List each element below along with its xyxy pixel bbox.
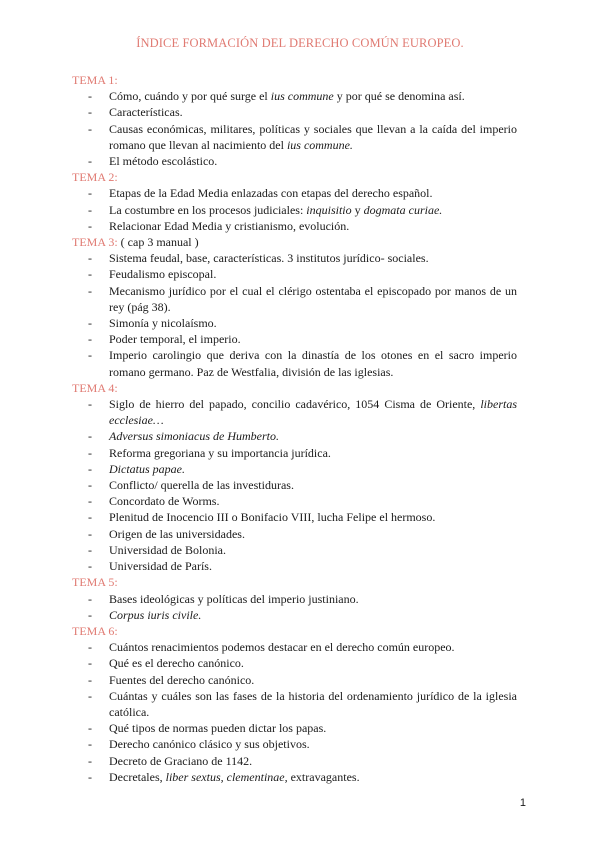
italic-text: inquisitio: [306, 202, 352, 217]
list-item: [72, 283, 517, 315]
item-text: Conflicto/ querella de las investiduras.: [109, 478, 294, 493]
dash-bullet: -: [88, 397, 92, 412]
tema-heading-label: TEMA 2:: [72, 170, 118, 185]
dash-bullet: -: [88, 154, 92, 169]
list-item: [72, 250, 517, 266]
tema-section: [72, 380, 517, 574]
tema-item-list: [72, 185, 517, 234]
dash-bullet: -: [88, 186, 92, 201]
item-text: Imperio carolingio que deriva con la dinastía de los otones en el sacro imperio romano germano. Paz de Westfalia, división de las iglesias.: [109, 348, 517, 379]
list-item: [72, 736, 517, 752]
list-item: [72, 769, 517, 785]
list-item: [72, 202, 517, 218]
dash-bullet: -: [88, 737, 92, 752]
item-text: Etapas de la Edad Media enlazadas con etapas del derecho español.: [109, 186, 433, 201]
item-text: Universidad de París.: [109, 559, 212, 574]
tema-section: [72, 72, 517, 169]
list-item: [72, 720, 517, 736]
list-item: [72, 445, 517, 461]
dash-bullet: -: [88, 494, 92, 509]
dash-bullet: -: [88, 542, 92, 557]
tema-heading: [72, 234, 517, 250]
list-item: [72, 218, 517, 234]
italic-text: ius commune: [270, 89, 334, 104]
tema-section: [72, 574, 517, 623]
tema-heading-label: TEMA 4:: [72, 380, 118, 395]
item-text: La costumbre en los procesos judiciales:: [109, 202, 307, 217]
item-text: Relacionar Edad Media y cristianismo, evolución.: [109, 218, 350, 233]
tema-heading-label: TEMA 6:: [72, 623, 118, 638]
list-item: [72, 153, 517, 169]
dash-bullet: -: [88, 445, 92, 460]
item-text: Sistema feudal, base, características. 3 institutos jurídico- sociales.: [109, 251, 429, 266]
list-item: [72, 315, 517, 331]
dash-bullet: -: [88, 510, 92, 525]
document-title: ÍNDICE FORMACIÓN DEL DERECHO COMÚN EUROPEO.: [136, 36, 464, 50]
item-text: Cómo, cuándo y por qué surge el: [109, 89, 271, 104]
tema-section: [72, 169, 517, 234]
dash-bullet: -: [88, 202, 92, 217]
list-item: [72, 121, 517, 153]
dash-bullet: -: [88, 218, 92, 233]
tema-item-list: [72, 639, 517, 785]
item-text: Mecanismo jurídico por el cual el clérigo ostentaba el episcopado por manos de un rey (pág 38).: [109, 283, 517, 314]
document-body: [72, 72, 517, 785]
item-text: Feudalismo episcopal.: [109, 267, 217, 282]
list-item: [72, 347, 517, 379]
dash-bullet: -: [88, 607, 92, 622]
list-item: [72, 607, 517, 623]
list-item: [72, 266, 517, 282]
list-item: [72, 753, 517, 769]
item-text: Qué tipos de normas pueden dictar los papas.: [109, 721, 327, 736]
item-text: Fuentes del derecho canónico.: [109, 672, 255, 687]
italic-text: libertas ecclesiae…: [109, 397, 517, 428]
list-item: [72, 526, 517, 542]
tema-section: [72, 234, 517, 380]
list-item: [72, 655, 517, 671]
tema-item-list: [72, 591, 517, 623]
dash-bullet: -: [88, 461, 92, 476]
list-item: [72, 88, 517, 104]
list-item: [72, 672, 517, 688]
dash-bullet: -: [88, 121, 92, 136]
item-text: Concordato de Worms.: [109, 494, 220, 509]
item-text: Bases ideológicas y políticas del imperio justiniano.: [109, 591, 359, 606]
item-text: y: [351, 202, 364, 217]
list-item: [72, 558, 517, 574]
tema-item-list: [72, 396, 517, 574]
dash-bullet: -: [88, 332, 92, 347]
item-text: Universidad de Bolonia.: [109, 542, 226, 557]
list-item: [72, 461, 517, 477]
list-item: [72, 396, 517, 428]
item-text: Cuántas y cuáles son las fases de la historia del ordenamiento jurídico de la iglesia católica.: [109, 688, 517, 719]
dash-bullet: -: [88, 316, 92, 331]
dash-bullet: -: [88, 591, 92, 606]
dash-bullet: -: [88, 640, 92, 655]
item-text: Decreto de Graciano de 1142.: [109, 753, 253, 768]
item-text: Cuántos renacimientos podemos destacar en el derecho común europeo.: [109, 640, 455, 655]
list-item: [72, 688, 517, 720]
item-text: Qué es el derecho canónico.: [109, 656, 244, 671]
dash-bullet: -: [88, 753, 92, 768]
list-item: [72, 185, 517, 201]
list-item: [72, 639, 517, 655]
item-text: Derecho canónico clásico y sus objetivos.: [109, 737, 310, 752]
item-text: y por qué se denomina así.: [333, 89, 465, 104]
dash-bullet: -: [88, 429, 92, 444]
tema-heading-label: TEMA 1:: [72, 73, 118, 87]
dash-bullet: -: [88, 769, 92, 784]
dash-bullet: -: [88, 105, 92, 120]
item-text: El método escolástico.: [109, 154, 218, 169]
italic-text: Corpus iuris civile.: [109, 607, 202, 622]
item-text: Plenitud de Inocencio III o Bonifacio VIII, lucha Felipe el hermoso.: [109, 510, 436, 525]
tema-heading: [72, 574, 517, 590]
item-text: Características.: [109, 105, 183, 120]
item-text: Poder temporal, el imperio.: [109, 332, 241, 347]
tema-item-list: [72, 88, 517, 169]
tema-heading: [72, 623, 517, 639]
item-text: Reforma gregoriana y su importancia jurídica.: [109, 445, 331, 460]
dash-bullet: -: [88, 348, 92, 363]
dash-bullet: -: [88, 672, 92, 687]
tema-heading-label: TEMA 5:: [72, 575, 118, 590]
list-item: [72, 591, 517, 607]
dash-bullet: -: [88, 559, 92, 574]
list-item: [72, 104, 517, 120]
italic-text: Dictatus papae.: [109, 461, 185, 476]
dash-bullet: -: [88, 721, 92, 736]
dash-bullet: -: [88, 656, 92, 671]
tema-heading-note: ( cap 3 manual ): [117, 235, 199, 250]
dash-bullet: -: [88, 89, 92, 104]
list-item: [72, 509, 517, 525]
dash-bullet: -: [88, 526, 92, 541]
dash-bullet: -: [88, 283, 92, 298]
tema-section: [72, 623, 517, 785]
item-text: extravagantes.: [287, 769, 360, 784]
tema-item-list: [72, 250, 517, 380]
tema-heading-label: TEMA 3:: [72, 235, 118, 250]
dash-bullet: -: [88, 267, 92, 282]
list-item: [72, 542, 517, 558]
list-item: [72, 331, 517, 347]
item-text: Simonía y nicolaísmo.: [109, 316, 217, 331]
tema-heading: [72, 169, 517, 185]
italic-text: liber sextus, clementinae,: [165, 769, 288, 784]
item-text: Decretales,: [109, 769, 166, 784]
list-item: [72, 493, 517, 509]
italic-text: ius commune.: [286, 137, 353, 152]
dash-bullet: -: [88, 251, 92, 266]
item-text: Causas económicas, militares, políticas y sociales que llevan a la caída del imperio romano que llevan al nacimiento del: [109, 121, 517, 152]
item-text: Origen de las universidades.: [109, 526, 245, 541]
page-number: 1: [519, 797, 526, 809]
item-text: Siglo de hierro del papado, concilio cadavérico, 1054 Cisma de Oriente,: [109, 397, 481, 412]
dash-bullet: -: [88, 688, 92, 703]
list-item: [72, 477, 517, 493]
tema-heading: [72, 380, 517, 396]
tema-heading: [72, 72, 517, 88]
italic-text: dogmata curiae.: [363, 202, 443, 217]
list-item: [72, 428, 517, 444]
dash-bullet: -: [88, 478, 92, 493]
italic-text: Adversus simoniacus de Humberto.: [109, 429, 279, 444]
